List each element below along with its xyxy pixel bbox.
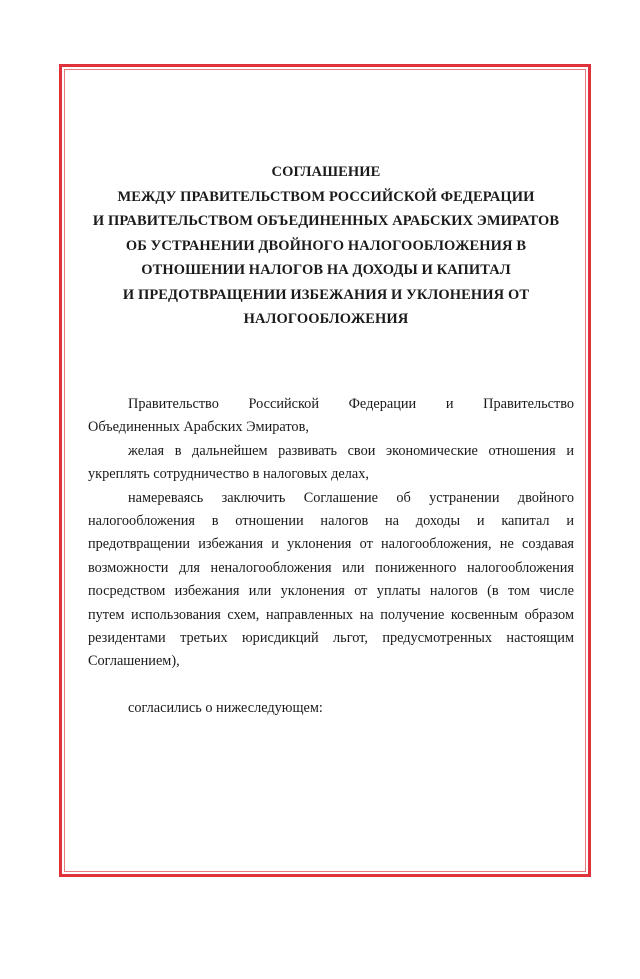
title-line: И ПРЕДОТВРАЩЕНИИ ИЗБЕЖАНИЯ И УКЛОНЕНИЯ ОТ [122, 286, 530, 303]
title-line: СОГЛАШЕНИЕ [271, 164, 381, 180]
text-line: Объединенных Арабских Эмиратов, [88, 419, 309, 436]
title-line: ОБ УСТРАНЕНИИ ДВОЙНОГО НАЛОГООБЛОЖЕНИЯ В [125, 237, 527, 254]
text-line: намереваясь заключить Соглашение об устранении двойного [128, 489, 574, 506]
paragraph-parties [88, 393, 574, 440]
text-line: налогообложения в отношении налогов на доходы и капитал и [88, 513, 574, 530]
paragraph-gap [88, 674, 574, 697]
text-line: укреплять сотрудничество в налоговых делах, [88, 466, 369, 483]
text-line: Соглашением), [88, 653, 180, 670]
title-line: ОТНОШЕНИИ НАЛОГОВ НА ДОХОДЫ И КАПИТАЛ [141, 262, 511, 278]
text-line: путем использования схем, направленных на получение косвенным образом [88, 606, 574, 623]
title-line: И ПРАВИТЕЛЬСТВОМ ОБЪЕДИНЕННЫХ АРАБСКИХ ЭМИРАТОВ [92, 213, 560, 229]
paragraph-intending [88, 487, 574, 674]
document-body [88, 393, 574, 720]
title-line: МЕЖДУ ПРАВИТЕЛЬСТВОМ РОССИЙСКОЙ ФЕДЕРАЦИИ [117, 188, 535, 205]
text-line: возможности для неналогообложения или пониженного налогообложения [88, 559, 574, 576]
paragraph-desiring [88, 440, 574, 487]
closing-phrase: согласились о нижеследующем: [128, 699, 323, 716]
text-line: посредством избежания или уклонения от уплаты налогов (в том числе [88, 583, 574, 600]
text-line: желая в дальнейшем развивать свои экономические отношения и [128, 442, 574, 459]
title-line: НАЛОГООБЛОЖЕНИЯ [243, 311, 409, 327]
text-line: резидентами третьих юрисдикций льгот, предусмотренных настоящим [88, 630, 574, 647]
document-title [80, 160, 572, 332]
text-line: Правительство Российской Федерации и Правительство [128, 396, 574, 412]
text-line: предотвращении избежания и уклонения от налогообложения, не создавая [88, 536, 574, 553]
